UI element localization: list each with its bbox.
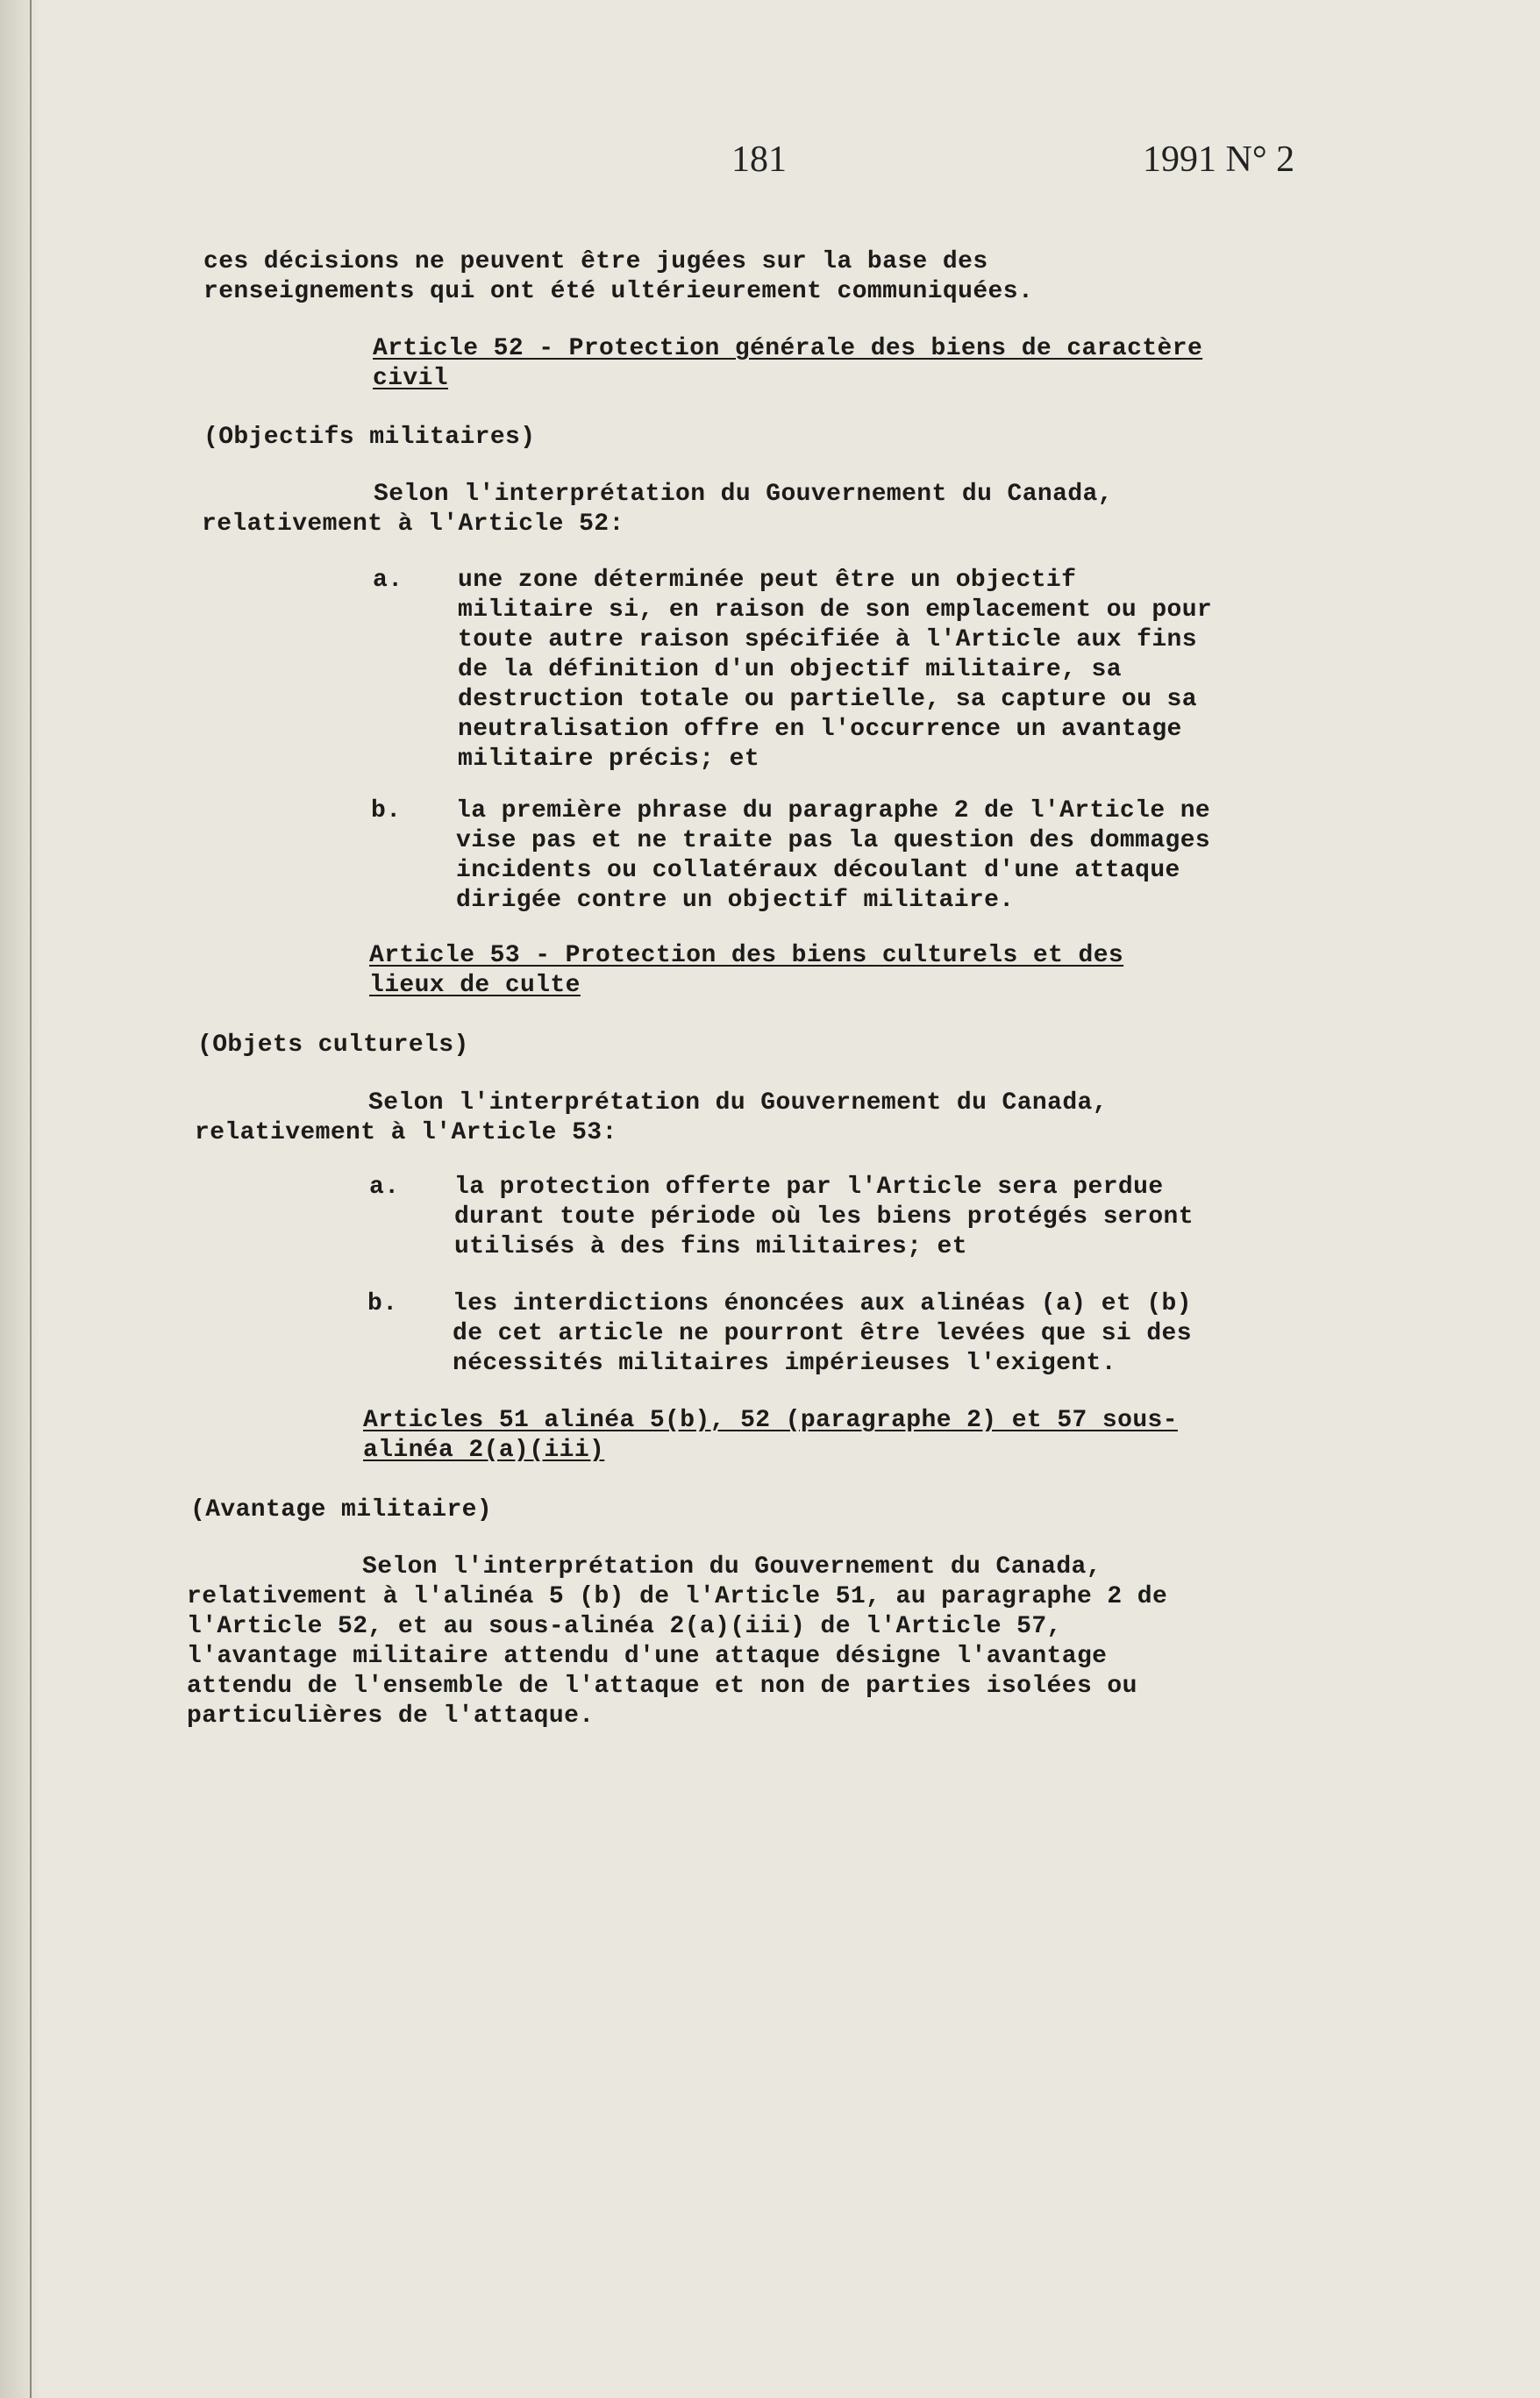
article-53-intro: Selon l'interprétation du Gouvernement du Canada, relativement à l'Article 53: xyxy=(195,1089,1108,1146)
article-52-item-b-marker: b. xyxy=(371,797,402,824)
article-51-52-57-paragraph: Selon l'interprétation du Gouvernement du Canada, relativement à l'alinéa 5 (b) de l'Article 51, au paragraphe 2 de l'Article 52, et au sous-alinéa 2(a)(iii) de l'Article 57, l'avantage militaire attendu d'une attaque désigne l'avantage attendu de l'ensemble de l'attaque et non de parties isolées ou particulières de l'attaque. xyxy=(187,1553,1168,1730)
article-53-item-b-marker: b. xyxy=(367,1290,398,1317)
article-53-item-a-marker: a. xyxy=(369,1174,400,1201)
article-52-item-a: une zone déterminée peut être un objectif militaire si, en raison de son emplacement ou pour toute autre raison spécifiée à l'Article aux fins de la définition d'un objectif militaire, sa destruction totale ou partielle, sa capture ou sa neutralisation offre en l'occurrence un avantage militaire précis; et xyxy=(458,567,1213,773)
article-53-item-a: la protection offerte par l'Article sera perdue durant toute période où les biens protégés seront utilisés à des fins militaires; et xyxy=(454,1174,1194,1260)
article-53-item-b: les interdictions énoncées aux alinéas (a) et (b) de cet article ne pourront être levées que si des nécessités militaires impérieuses l'exigent. xyxy=(453,1290,1192,1377)
article-53-subheading: (Objets culturels) xyxy=(197,1031,469,1059)
paragraph-continuation: ces décisions ne peuvent être jugées sur la base des renseignements qui ont été ultérieurement communiquées. xyxy=(203,248,1034,305)
article-52-intro: Selon l'interprétation du Gouvernement du Canada, relativement à l'Article 52: xyxy=(202,481,1113,538)
article-53-heading: Article 53 - Protection des biens culturels et des lieux de culte xyxy=(369,942,1124,999)
article-52-item-b: la première phrase du paragraphe 2 de l'Article ne vise pas et ne traite pas la question des dommages incidents ou collatéraux découlant d'une attaque dirigée contre un objectif militaire. xyxy=(456,797,1211,914)
article-51-52-57-subheading: (Avantage militaire) xyxy=(190,1496,493,1524)
journal-reference: 1991 N° 2 xyxy=(1143,139,1295,180)
article-52-item-a-marker: a. xyxy=(373,567,403,594)
page-number: 181 xyxy=(731,139,787,180)
article-52-subheading: (Objectifs militaires) xyxy=(203,424,536,451)
article-51-52-57-heading: Articles 51 alinéa 5(b), 52 (paragraphe 2) et 57 sous- alinéa 2(a)(iii) xyxy=(363,1407,1178,1464)
article-52-heading: Article 52 - Protection générale des biens de caractère civil xyxy=(373,335,1203,392)
